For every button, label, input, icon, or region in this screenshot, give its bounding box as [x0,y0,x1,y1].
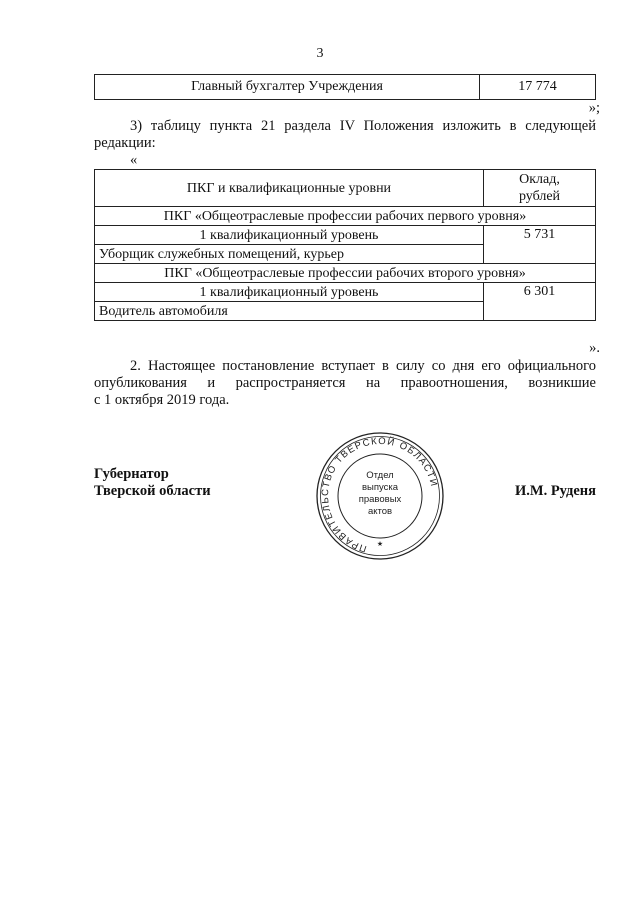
table-header-row [95,170,596,207]
stamp-line2: выпуска [361,482,399,493]
stamp-line4: актов [367,506,393,517]
stamp-line3: правовых [358,494,402,505]
table-row [95,207,596,226]
group2-level: 1 квалификационный уровень [95,283,484,302]
stamp-ring-text: ПРАВИТЕЛЬСТВО ТВЕРСКОЙ ОБЛАСТИ [319,435,440,555]
item2-line3: с 1 октября 2019 года. [94,392,230,408]
header-right-line2: рублей [518,189,561,204]
page-number: 3 [316,46,324,61]
item2-line2: опубликования и распространяется на правоотношения, возникшие [94,375,596,391]
table-close-quote: ». [589,340,600,356]
table-row [95,75,596,100]
group1-level: 1 квалификационный уровень [95,226,484,245]
group2-positions: Водитель автомобиля [95,302,484,321]
position-name: Главный бухгалтер Учреждения [95,75,480,100]
group1-title: ПКГ «Общеотраслевые профессии рабочих первого уровня» [95,207,596,226]
table-row [95,283,596,302]
table-row [95,226,596,245]
header-left: ПКГ и квалификационные уровни [95,170,484,207]
table-row [95,264,596,283]
group1-positions: Уборщик служебных помещений, курьер [95,245,484,264]
header-right [484,170,596,207]
stamp-line1: Отдел [366,470,394,481]
salary-table [94,169,596,321]
group2-salary: 6 301 [484,283,596,321]
group2-title: ПКГ «Общеотраслевые профессии рабочих второго уровня» [95,264,596,283]
signature-title-line2: Тверской области [94,483,211,499]
salary-value: 17 774 [480,75,596,100]
item3-line1: 3) таблицу пункта 21 раздела IV Положения изложить в следующей [130,118,596,134]
header-right-line1: Оклад, [519,172,560,187]
official-stamp [314,430,446,562]
item3-line2: редакции: [94,135,156,151]
signer-name: И.М. Руденя [514,483,596,499]
top-table [94,74,596,100]
group1-salary: 5 731 [484,226,596,264]
signature-title-line1: Губернатор [94,466,169,482]
item2-line1: 2. Настоящее постановление вступает в силу со дня его официального [130,358,596,374]
stamp-star-icon: ★ [376,540,384,548]
close-quote: »; [588,100,600,116]
open-quote: « [130,152,138,168]
